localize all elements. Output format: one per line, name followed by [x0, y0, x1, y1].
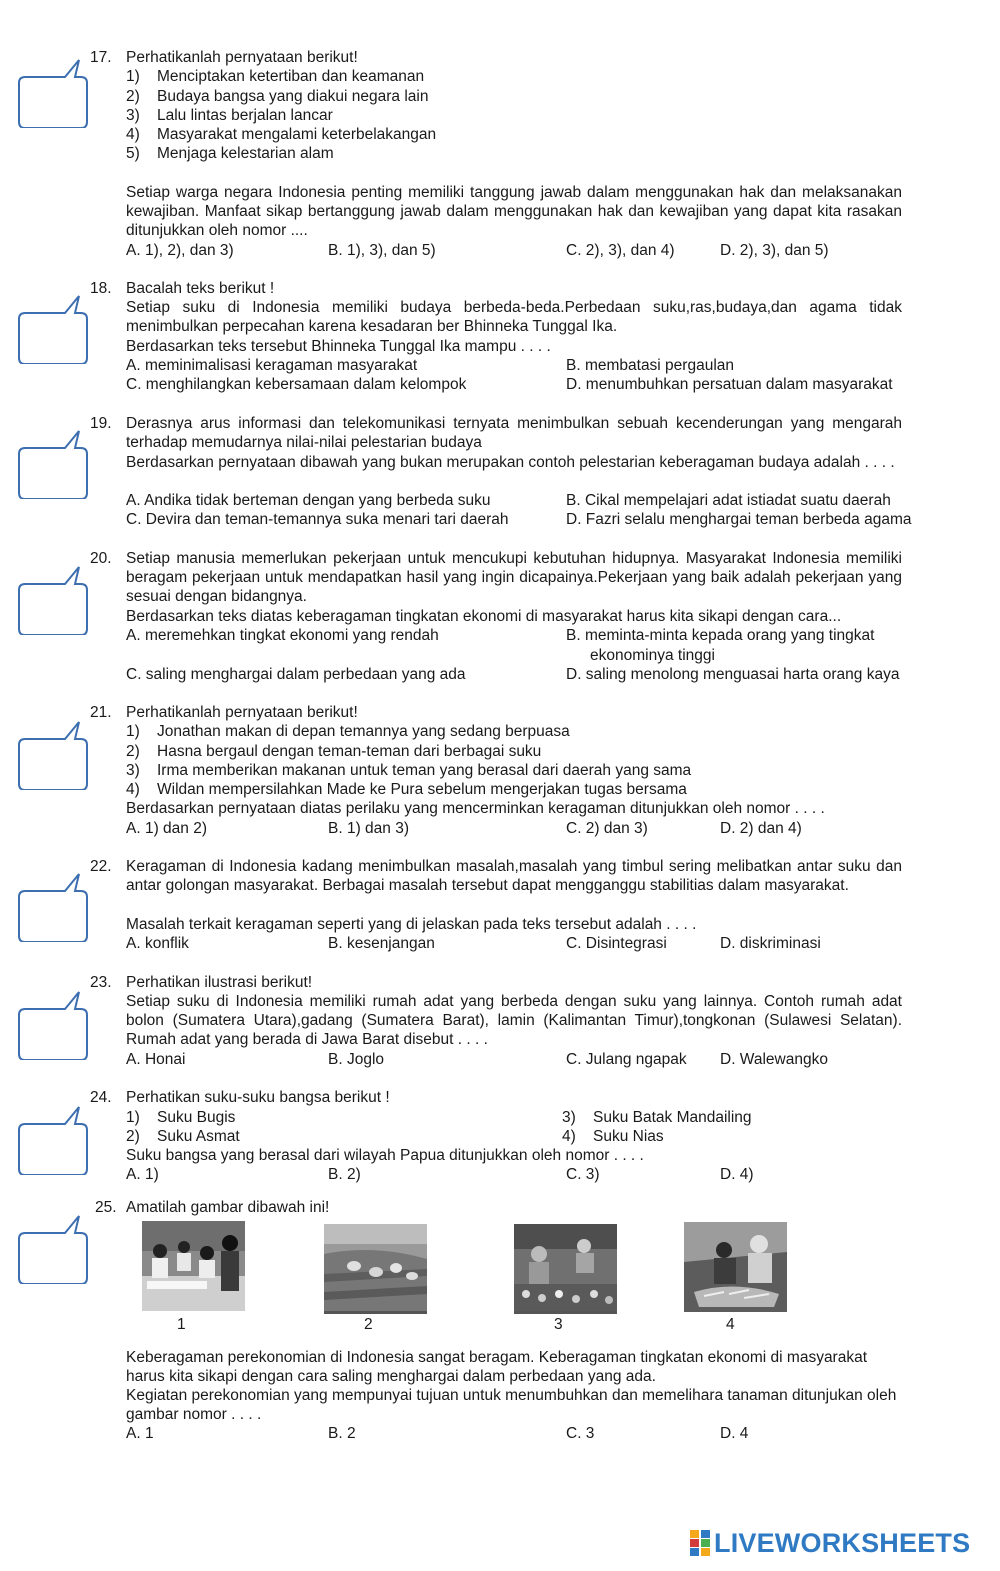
option-b[interactable]: B. kesenjangan — [328, 935, 435, 952]
statement-number: 3) — [126, 762, 140, 779]
question-number: 18. — [90, 280, 112, 297]
statement-text: Hasna bergaul dengan teman-teman dari berbagai suku — [157, 743, 542, 760]
question-text: Keragaman di Indonesia kadang menimbulkan masalah,masalah yang timbul sering melibatkan antar suku dan antar golongan masyarakat. Berbagai masalah tersebut dapat mengganggu stabilitias dalam masyarakat. — [126, 858, 902, 895]
option-c[interactable]: C. 2) dan 3) — [566, 820, 648, 837]
question-intro: Perhatikan ilustrasi berikut! — [126, 974, 313, 991]
question-number: 21. — [90, 704, 112, 721]
option-b[interactable]: B. 2 — [328, 1425, 356, 1442]
question-number: 25. — [95, 1199, 117, 1216]
statement-number: 3) — [562, 1109, 576, 1126]
answer-box-24[interactable] — [17, 1103, 89, 1175]
option-c[interactable]: C. Julang ngapak — [566, 1051, 687, 1068]
answer-box-17[interactable] — [17, 56, 89, 128]
option-a[interactable]: A. konflik — [126, 935, 189, 952]
question-prompt: Suku bangsa yang berasal dari wilayah Papua ditunjukkan oleh nomor . . . . — [126, 1147, 644, 1164]
question-text: Setiap warga negara Indonesia penting memiliki tanggung jawab dalam menggunakan hak dan melaksanakan kewajiban. Manfaat sikap bertanggung jawab dalam menggunakan hak dan kewajiban yang dapat kita rasakan ditunjukkan oleh nomor .... — [126, 184, 902, 240]
option-d[interactable]: D. 4 — [720, 1425, 749, 1442]
statement-text: Suku Nias — [593, 1128, 664, 1145]
question-prompt: Kegiatan perekonomian yang mempunyai tujuan untuk menumbuhkan dan memelihara tanaman ditunjukan oleh gambar nomor . . . . — [126, 1387, 897, 1424]
question-number: 20. — [90, 550, 112, 567]
statement-number: 1) — [126, 68, 140, 85]
option-b[interactable]: B. Cikal mempelajari adat istiadat suatu daerah — [566, 492, 891, 509]
option-b[interactable]: B. 1), 3), dan 5) — [328, 242, 436, 259]
statement-text: Jonathan makan di depan temannya yang sedang berpuasa — [157, 723, 570, 740]
photo-market — [514, 1224, 617, 1314]
option-a[interactable]: A. 1 — [126, 1425, 154, 1442]
answer-box-20[interactable] — [17, 563, 89, 635]
option-c[interactable]: C. 3) — [566, 1166, 600, 1183]
statement-number: 5) — [126, 145, 140, 162]
question-intro: Amatilah gambar dibawah ini! — [126, 1199, 330, 1216]
statement-number: 2) — [126, 1128, 140, 1145]
statement-text: Suku Batak Mandailing — [593, 1109, 752, 1126]
question-prompt: Berdasarkan pernyataan diatas perilaku yang mencerminkan keragaman ditunjukkan oleh nomor . . . . — [126, 800, 825, 817]
option-b[interactable]: B. 2) — [328, 1166, 361, 1183]
option-a[interactable]: A. Honai — [126, 1051, 186, 1068]
question-text: Setiap suku di Indonesia memiliki rumah adat yang berbeda dengan suku yang lainnya. Contoh rumah adat bolon (Sumatera Utara),gadang (Sumatera Barat), lamin (Kalimantan Timur),tongkonan (Sulawesi Selatan). Rumah adat yang berada di Jawa Barat disebut . . . . — [126, 993, 902, 1049]
question-intro: Perhatikanlah pernyataan berikut! — [126, 704, 358, 721]
liveworksheets-logo[interactable] — [690, 1525, 970, 1561]
statement-number: 4) — [562, 1128, 576, 1145]
statement-number: 1) — [126, 1109, 140, 1126]
photo-caption: 1 — [177, 1316, 186, 1333]
option-d[interactable]: D. Walewangko — [720, 1051, 828, 1068]
option-a[interactable]: A. 1) — [126, 1166, 159, 1183]
answer-box-19[interactable] — [17, 427, 89, 499]
statement-text: Lalu lintas berjalan lancar — [157, 107, 333, 124]
option-d[interactable]: D. menumbuhkan persatuan dalam masyarakat — [566, 376, 893, 393]
question-text: Keberagaman perekonomian di Indonesia sangat beragam. Keberagaman tingkatan ekonomi di masyarakat harus kita sikapi dengan cara saling menghargai dalam perbedaan yang ada. — [126, 1349, 868, 1386]
option-d[interactable]: D. 4) — [720, 1166, 754, 1183]
question-number: 17. — [90, 49, 112, 66]
statement-text: Menjaga kelestarian alam — [157, 145, 334, 162]
answer-box-22[interactable] — [17, 870, 89, 942]
photo-caption: 3 — [554, 1316, 563, 1333]
question-prompt: Berdasarkan teks tersebut Bhinneka Tunggal Ika mampu . . . . — [126, 338, 551, 355]
option-b-continuation: ekonominya tinggi — [590, 647, 715, 664]
statement-number: 2) — [126, 88, 140, 105]
liveworksheets-logo-text: LIVEWORKSHEETS — [714, 1527, 971, 1558]
question-intro: Perhatikanlah pernyataan berikut! — [126, 49, 358, 66]
statement-text: Masyarakat mengalami keterbelakangan — [157, 126, 437, 143]
statement-number: 3) — [126, 107, 140, 124]
option-b[interactable]: B. meminta-minta kepada orang yang tingkat — [566, 627, 875, 644]
option-b[interactable]: B. 1) dan 3) — [328, 820, 409, 837]
option-c[interactable]: C. Disintegrasi — [566, 935, 667, 952]
option-a[interactable]: A. 1) dan 2) — [126, 820, 207, 837]
question-number: 24. — [90, 1089, 112, 1106]
photo-rice-field — [324, 1224, 427, 1314]
photo-fishermen — [684, 1222, 787, 1312]
statement-number: 4) — [126, 126, 140, 143]
liveworksheets-logo-icon — [690, 1530, 710, 1556]
statement-text: Menciptakan ketertiban dan keamanan — [157, 68, 425, 85]
question-number: 22. — [90, 858, 112, 875]
option-c[interactable]: C. 2), 3), dan 4) — [566, 242, 675, 259]
option-a[interactable]: A. meminimalisasi keragaman masyarakat — [126, 357, 418, 374]
statement-number: 4) — [126, 781, 140, 798]
question-prompt: Berdasarkan pernyataan dibawah yang bukan merupakan contoh pelestarian keberagaman budaya adalah . . . . — [126, 454, 895, 471]
option-d[interactable]: D. 2) dan 4) — [720, 820, 802, 837]
option-d[interactable]: D. diskriminasi — [720, 935, 821, 952]
statement-number: 1) — [126, 723, 140, 740]
option-c[interactable]: C. menghilangkan kebersamaan dalam kelompok — [126, 376, 467, 393]
statement-text: Suku Bugis — [157, 1109, 236, 1126]
photo-classroom — [142, 1221, 245, 1311]
question-text: Setiap suku di Indonesia memiliki budaya berbeda-beda.Perbedaan suku,ras,budaya,dan agama tidak menimbulkan perpecahan karena kesadaran ber Bhinneka Tunggal Ika. — [126, 299, 902, 336]
statement-text: Wildan mempersilahkan Made ke Pura sebelum mengerjakan tugas bersama — [157, 781, 687, 798]
question-prompt: Berdasarkan teks diatas keberagaman tingkatan ekonomi di masyarakat harus kita sikapi dengan cara... — [126, 608, 842, 625]
question-text: Derasnya arus informasi dan telekomunikasi ternyata menimbulkan sebuah kecenderungan yang mengarah terhadap memudarnya nilai-nilai pelestarian budaya — [126, 415, 902, 452]
option-d[interactable]: D. Fazri selalu menghargai teman berbeda agama — [566, 511, 912, 528]
option-d[interactable]: D. saling menolong menguasai harta orang kaya — [566, 666, 900, 683]
answer-box-23[interactable] — [17, 988, 89, 1060]
answer-box-25[interactable] — [17, 1212, 89, 1284]
option-a[interactable]: A. Andika tidak berteman dengan yang berbeda suku — [126, 492, 491, 509]
statement-text: Budaya bangsa yang diakui negara lain — [157, 88, 429, 105]
statement-text: Irma memberikan makanan untuk teman yang berasal dari daerah yang sama — [157, 762, 692, 779]
question-intro: Perhatikan suku-suku bangsa berikut ! — [126, 1089, 390, 1106]
option-b[interactable]: B. Joglo — [328, 1051, 385, 1068]
photo-caption: 4 — [726, 1316, 735, 1333]
option-d[interactable]: D. 2), 3), dan 5) — [720, 242, 829, 259]
question-text: Setiap manusia memerlukan pekerjaan untuk mencukupi kebutuhan hidupnya. Masyarakat Indonesia memiliki beragam pekerjaan untuk mendapatkan hasil yang ingin dicapainya.Pekerjaan yang baik adalah pekerjaan yang sesuai dengan bidangnya. — [126, 550, 902, 606]
option-c[interactable]: C. saling menghargai dalam perbedaan yang ada — [126, 666, 466, 683]
question-prompt: Masalah terkait keragaman seperti yang di jelaskan pada teks tersebut adalah . . . . — [126, 916, 697, 933]
option-b[interactable]: B. membatasi pergaulan — [566, 357, 735, 374]
question-number: 23. — [90, 974, 112, 991]
answer-box-18[interactable] — [17, 292, 89, 364]
option-c[interactable]: C. Devira dan teman-temannya suka menari tari daerah — [126, 511, 509, 528]
question-number: 19. — [90, 415, 112, 432]
option-a[interactable]: A. 1), 2), dan 3) — [126, 242, 234, 259]
option-a[interactable]: A. meremehkan tingkat ekonomi yang rendah — [126, 627, 439, 644]
option-c[interactable]: C. 3 — [566, 1425, 595, 1442]
question-intro: Bacalah teks berikut ! — [126, 280, 275, 297]
photo-caption: 2 — [364, 1316, 373, 1333]
statement-number: 2) — [126, 743, 140, 760]
answer-box-21[interactable] — [17, 718, 89, 790]
statement-text: Suku Asmat — [157, 1128, 240, 1145]
